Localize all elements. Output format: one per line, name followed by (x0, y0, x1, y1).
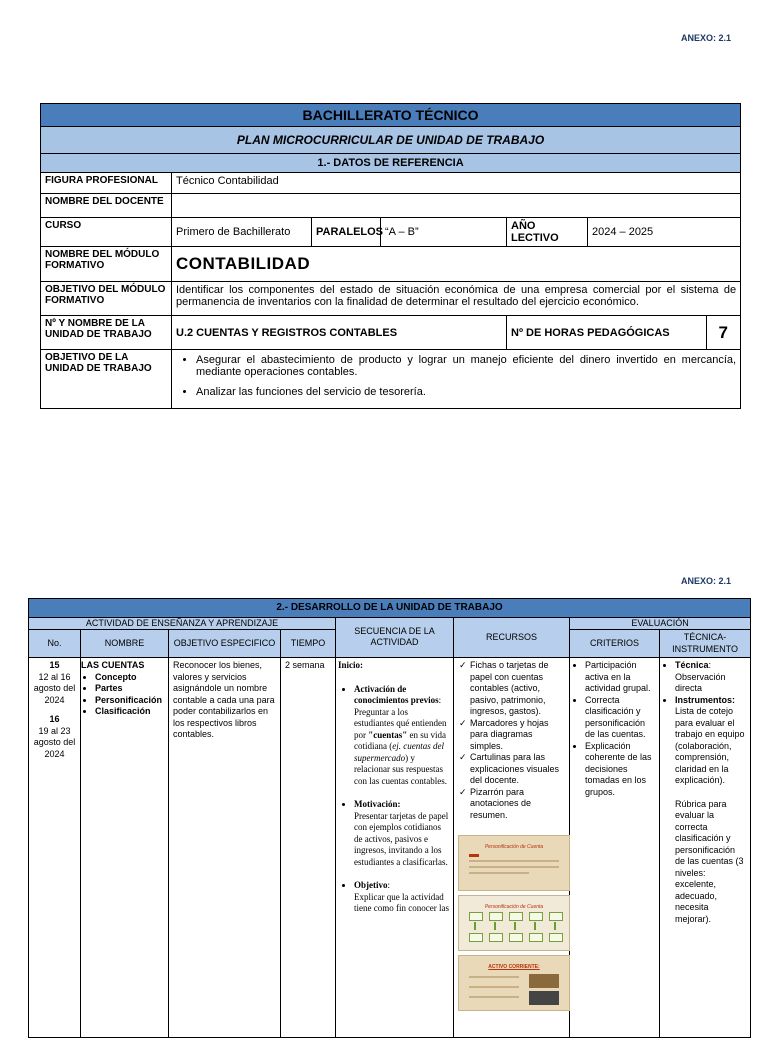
week-number: 16 (49, 714, 60, 724)
nombre-item: • Clasificación (95, 706, 164, 718)
col-tecnica: TÉCNICA-INSTRUMENTO (660, 630, 751, 658)
paralelos-label: PARALELOS (312, 218, 381, 247)
instrumentos-item (675, 695, 746, 787)
obj-unidad-label: OBJETIVO DE LA UNIDAD DE TRABAJO (41, 350, 172, 409)
seq-title: Motivación: (354, 799, 401, 809)
seq-text: "cuentas" (368, 729, 408, 740)
curso-value: Primero de Bachillerato (172, 218, 312, 247)
doc-subtitle: PLAN MICROCURRICULAR DE UNIDAD DE TRABAJO (41, 127, 741, 154)
slide-title: Personificación de Cuenta (484, 904, 544, 910)
tecnica-value: Observación directa (675, 671, 726, 693)
recurso-item: ✓ Marcadores y hojas para diagramas simples. (470, 718, 565, 753)
seq-text: ej. cuentas del supermercado (354, 741, 444, 763)
inicio-label: Inicio: (338, 660, 364, 670)
recurso-item: ✓ Cartulinas para las explicaciones visuales del docente. (470, 752, 565, 787)
unidad-value: U.2 CUENTAS Y REGISTROS CONTABLES (172, 316, 507, 350)
doc-title: BACHILLERATO TÉCNICO (41, 104, 741, 127)
recursos-cell (454, 658, 570, 1038)
slide-thumbnail (458, 895, 570, 951)
seq-text: en su vida cotidiana ( (354, 729, 446, 751)
seq-text: Preguntar a los estudiantes qué entienden por (354, 706, 447, 740)
criterios-cell (570, 658, 660, 1038)
horas-value: 7 (707, 316, 741, 350)
table-row (29, 658, 751, 1038)
nombre-item: • Personificación (95, 695, 164, 707)
nombre-item: • Concepto (95, 672, 164, 684)
slide-title: ACTIVO CORRIENTE: (488, 964, 540, 970)
group-eval-header: EVALUACIÓN (570, 617, 751, 630)
anio-value: 2024 – 2025 (588, 218, 741, 247)
docente-label: NOMBRE DEL DOCENTE (41, 194, 172, 218)
objetivo-cell: Reconocer los bienes, valores y servicios asignándole un nombre contable a cada una para poder contabilizarlos en los respectivos libros contables. (169, 658, 281, 1038)
criterio-item: • Explicación coherente de las decisiones tomadas en los grupos. (585, 741, 655, 799)
slide-thumbnail (458, 955, 570, 1011)
seq-text: Explicar que la actividad tiene como fin conocer las (354, 891, 449, 913)
figura-value: Técnico Contabilidad (172, 173, 741, 194)
nombre-title: LAS CUENTAS (81, 660, 145, 670)
secuencia-cell (336, 658, 454, 1038)
docente-value (172, 194, 741, 218)
anio-label: AÑO LECTIVO (507, 218, 588, 247)
col-recursos: RECURSOS (454, 617, 570, 658)
annex-label-top: ANEXO: 2.1 (681, 33, 732, 43)
annex-label-bottom: ANEXO: 2.1 (681, 576, 732, 586)
section-heading-reference: 1.- DATOS DE REFERENCIA (41, 154, 741, 173)
development-table (28, 598, 751, 1038)
obj-modulo-label: OBJETIVO DEL MÓDULO FORMATIVO (41, 282, 172, 316)
col-criterios: CRITERIOS (570, 630, 660, 658)
obj-unidad-item: • Asegurar el abastecimiento de producto y lograr un manejo eficiente del dinero invertido en mercancía, mediante operaciones contables. (196, 354, 736, 378)
week-number: 15 (49, 660, 60, 670)
instrumentos-label: Instrumentos: (675, 694, 736, 705)
week-dates: 19 al 23 agosto del 2024 (33, 725, 76, 759)
unidad-label: Nº Y NOMBRE DE LA UNIDAD DE TRABAJO (41, 316, 172, 350)
obj-unidad-item: • Analizar las funciones del servicio de tesorería. (196, 386, 736, 398)
obj-modulo-value: Identificar los componentes del estado de situación económica de una empresa comercial por el sistema de permanencia de inventarios con la finalidad de determinar el resultado del ejercicio económico. (172, 282, 741, 316)
figura-label: FIGURA PROFESIONAL (41, 173, 172, 194)
rubrica-text: Rúbrica para evaluar la correcta clasificación y personificación de las cuentas (3 niveles: excelente, adecuado, necesita mejorar). (675, 798, 744, 924)
section-heading-development: 2.- DESARROLLO DE LA UNIDAD DE TRABAJO (29, 599, 751, 618)
seq-item: • Objetivo: Explicar que la actividad tiene como fin conocer las (354, 880, 449, 915)
seq-title: Activación de conocimientos previos (354, 683, 439, 705)
slide-title: Personificación de Cuenta (484, 844, 544, 850)
criterio-item: • Correcta clasificación y personificación de las cuentas. (585, 695, 655, 741)
col-no: No. (29, 630, 81, 658)
slide-thumbnail (458, 835, 570, 891)
modulo-label: NOMBRE DEL MÓDULO FORMATIVO (41, 247, 172, 282)
modulo-value: CONTABILIDAD (172, 247, 741, 282)
curso-label: CURSO (41, 218, 172, 247)
seq-item (354, 799, 449, 868)
col-tiempo: TIEMPO (281, 630, 336, 658)
nombre-cell (81, 658, 169, 1038)
nombre-item: • Partes (95, 683, 164, 695)
col-objetivo: OBJETIVO ESPECIFICO (169, 630, 281, 658)
week-cell (29, 658, 81, 1038)
seq-text: Presentar tarjetas de papel con ejemplos cotidianos de activos, pasivos e ingresos, invitando a los estudiantes a clasificarlas. (354, 810, 449, 867)
seq-text: ) y relacionar sus respuestas con las cuentas contables. (354, 752, 447, 786)
group-activity-header: ACTIVIDAD DE ENSEÑANZA Y APRENDIZAJE (29, 617, 336, 630)
tiempo-cell: 2 semana (281, 658, 336, 1038)
reference-data-table (40, 103, 741, 409)
obj-unidad-value (172, 350, 741, 409)
horas-label: Nº DE HORAS PEDAGÓGICAS (507, 316, 707, 350)
recurso-item: ✓ Pizarrón para anotaciones de resumen. (470, 787, 565, 822)
criterio-item: • Participación activa en la actividad grupal. (585, 660, 655, 695)
col-secuencia: SECUENCIA DE LA ACTIVIDAD (336, 617, 454, 658)
seq-item: • Activación de conocimientos previos: Preguntar a los estudiantes qué entienden por "cuentas" en su vida cotidiana (ej. cuentas del supermercado) y relacionar sus respuestas con las cuentas contables. (354, 684, 449, 788)
col-nombre: NOMBRE (81, 630, 169, 658)
tecnica-label: Técnica (675, 660, 709, 670)
seq-title: Objetivo (354, 880, 388, 890)
tecnica-item: • Técnica: Observación directa (675, 660, 746, 695)
instrumentos-value: Lista de cotejo para evaluar el trabajo en equipo (colaboración, comprensión, claridad en la explicación). (675, 706, 745, 785)
tecnica-cell (660, 658, 751, 1038)
paralelos-value: “A – B” (381, 218, 507, 247)
recurso-item: ✓ Fichas o tarjetas de papel con cuentas contables (activo, pasivo, patrimonio, ingresos, gastos). (470, 660, 565, 718)
week-dates: 12 al 16 agosto del 2024 (33, 671, 76, 705)
